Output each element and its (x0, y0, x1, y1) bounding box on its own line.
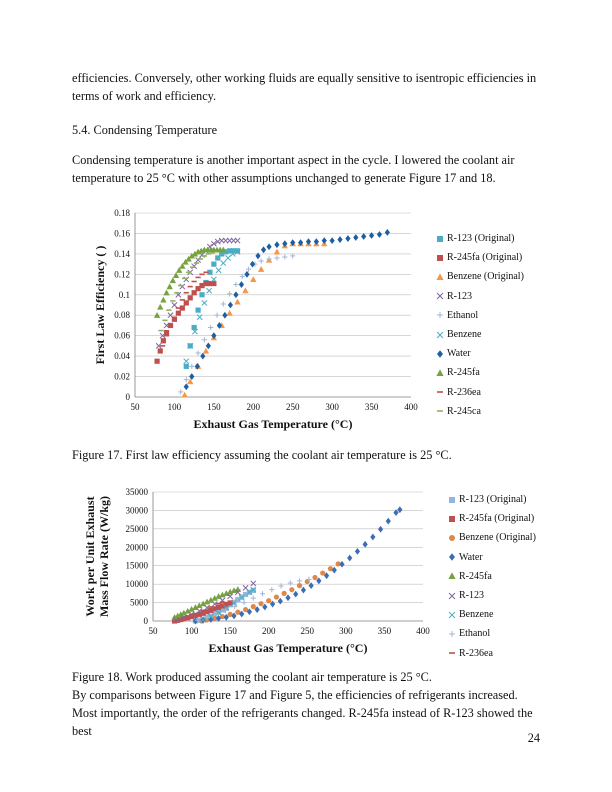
legend-item (447, 648, 493, 659)
legend-marker (447, 610, 457, 620)
legend-label: R-245fa (447, 367, 480, 379)
legend-marker (448, 573, 455, 580)
x-tick-label: 250 (300, 626, 315, 636)
legend-label: R-123 (Original) (447, 233, 515, 244)
data-point (220, 601, 225, 603)
data-point (216, 603, 221, 605)
data-point (260, 591, 265, 596)
y-tick-label: 25000 (125, 523, 148, 534)
legend-label: R-123 (Original) (459, 494, 527, 505)
legend-item (447, 532, 536, 543)
y-tick-label: 0.04 (114, 351, 130, 362)
data-point (177, 618, 182, 620)
legend-marker (449, 612, 455, 618)
legend-item (447, 494, 527, 505)
legend-item (447, 590, 484, 601)
y-tick-label: 20000 (125, 542, 148, 553)
y-tick-label: 0.06 (114, 330, 130, 341)
y-tick-label: 0 (143, 616, 148, 626)
y-tick-label: 5000 (130, 597, 148, 608)
data-point (282, 591, 287, 596)
y-axis-label: Mass Flow Rate (W/kg) (97, 496, 111, 617)
x-tick-label: 350 (377, 626, 392, 636)
legend-label: Water (447, 348, 471, 360)
data-point (235, 586, 241, 592)
y-tick-label: 0.14 (114, 248, 130, 259)
legend-marker (449, 516, 455, 522)
legend-label: R-236ea (459, 647, 493, 659)
x-tick-label: 100 (184, 626, 199, 636)
legend-marker (449, 497, 455, 503)
data-point (193, 613, 198, 615)
legend-item (447, 609, 493, 620)
x-tick-label: 400 (404, 402, 418, 412)
data-point (370, 534, 375, 541)
data-point (278, 598, 283, 605)
x-tick-label: 250 (285, 402, 300, 412)
data-point (185, 616, 190, 618)
section-heading: 5.4. Condensing Temperature (72, 123, 218, 137)
legend-label: R-245fa (Original) (447, 252, 523, 264)
y-tick-label: 35000 (125, 487, 148, 497)
legend-marker (447, 495, 457, 505)
x-tick-label: 200 (261, 626, 276, 636)
legend-marker (447, 648, 457, 658)
data-point (285, 594, 290, 601)
data-point (266, 598, 271, 603)
figure-17-caption: Figure 17. First law efficiency assuming the coolant air temperature is 25 °C. (72, 448, 452, 462)
legend-marker (447, 514, 457, 524)
data-point (258, 601, 263, 606)
paragraph-2: Condensing temperature is another important aspect in the cycle. I lowered the coolant air temperature to 25 °C with other assumptions unchanged to generate Figure 17 and 18. (72, 153, 515, 185)
data-point (269, 587, 274, 592)
data-point (297, 578, 302, 583)
legend-marker (447, 571, 457, 581)
legend-label: R-245fa (459, 570, 492, 582)
x-tick-label: 50 (148, 626, 158, 636)
x-tick-label: 350 (364, 402, 379, 412)
x-tick-label: 400 (416, 626, 430, 636)
x-tick-label: 100 (167, 402, 182, 412)
data-point (251, 581, 256, 586)
y-tick-label: 10000 (125, 579, 148, 590)
plot-area (83, 487, 430, 655)
legend-label: R-123 (447, 290, 472, 302)
data-point (251, 604, 256, 609)
x-axis-label: Exhaust Gas Temperature (°C) (193, 417, 353, 431)
data-point (208, 606, 213, 608)
x-tick-label: 200 (246, 402, 261, 412)
legend-marker (447, 629, 457, 639)
legend-label: Benzene (Original) (447, 271, 524, 283)
x-tick-label: 300 (325, 402, 339, 412)
legend-item (447, 571, 492, 582)
data-point (297, 583, 302, 588)
y-tick-label: 0.02 (114, 371, 130, 382)
y-tick-label: 0.16 (114, 228, 130, 239)
data-point (228, 594, 233, 599)
data-point (288, 580, 293, 585)
x-tick-label: 300 (339, 626, 353, 636)
y-tick-label: 0.1 (118, 289, 130, 300)
legend-marker (449, 593, 455, 599)
y-axis-label: First Law Efficiency ( ) (93, 245, 107, 365)
legend-marker (447, 591, 457, 601)
data-point (363, 541, 368, 548)
data-point (355, 548, 360, 555)
legend-label: R-123 (459, 590, 484, 601)
data-point (301, 587, 306, 594)
data-point (320, 570, 325, 575)
data-point (201, 610, 206, 612)
legend-marker (449, 535, 455, 541)
y-tick-label: 0.18 (114, 208, 130, 218)
x-axis-label: Exhaust Gas Temperature (°C) (208, 641, 368, 655)
x-tick-label: 150 (207, 402, 221, 412)
legend-marker (449, 631, 455, 637)
legend-label: Water (459, 551, 483, 563)
data-point (251, 596, 256, 601)
legend-item (447, 628, 490, 639)
data-point (312, 575, 317, 580)
paragraph-3: By comparisons between Figure 17 and Figure 5, the efficiencies of refrigerants increased. Most importantly, the order of the refrigerants changed. R-245fa instead of R-123 showed the best (72, 688, 533, 738)
data-point (339, 561, 344, 568)
data-point (309, 582, 314, 589)
legend-marker (447, 552, 457, 562)
legend-marker (447, 533, 457, 543)
x-tick-label: 150 (223, 626, 237, 636)
data-point (241, 600, 246, 605)
paragraph-1: efficiencies. Conversely, other working fluids are equally sensitive to isentropic efficiencies in terms of work and efficiency. (72, 71, 537, 103)
legend-label: Benzene (447, 329, 482, 340)
y-tick-label: 0 (125, 392, 130, 402)
y-tick-label: 15000 (125, 560, 148, 571)
data-point (293, 591, 298, 598)
legend-item (447, 552, 483, 563)
legend-marker (449, 553, 455, 561)
y-tick-label: 0.08 (114, 310, 130, 321)
data-point (289, 587, 294, 592)
y-tick-label: 0.12 (114, 269, 130, 280)
x-tick-label: 50 (130, 402, 140, 412)
legend-item (447, 513, 534, 524)
figure-18-caption: Figure 18. Work produced assuming the coolant air temperature is 25 °C. (72, 670, 432, 684)
legend-label: R-245ca (447, 405, 481, 417)
legend-label: Benzene (459, 609, 494, 621)
data-point (378, 526, 383, 533)
data-point (274, 594, 279, 599)
data-point (386, 518, 391, 525)
legend-label: Benzene (Original) (459, 532, 536, 544)
legend-label: R-245fa (Original) (459, 513, 535, 525)
legend-label: Ethanol (459, 628, 491, 640)
legend-label: R-236ea (447, 386, 481, 398)
legend-label: Ethanol (447, 309, 479, 321)
legend-marker (449, 652, 455, 654)
y-tick-label: 30000 (125, 505, 148, 516)
page-number: 24 (527, 731, 540, 745)
data-point (347, 555, 352, 562)
y-axis-label: Work per Unit Exhaust (83, 496, 97, 617)
